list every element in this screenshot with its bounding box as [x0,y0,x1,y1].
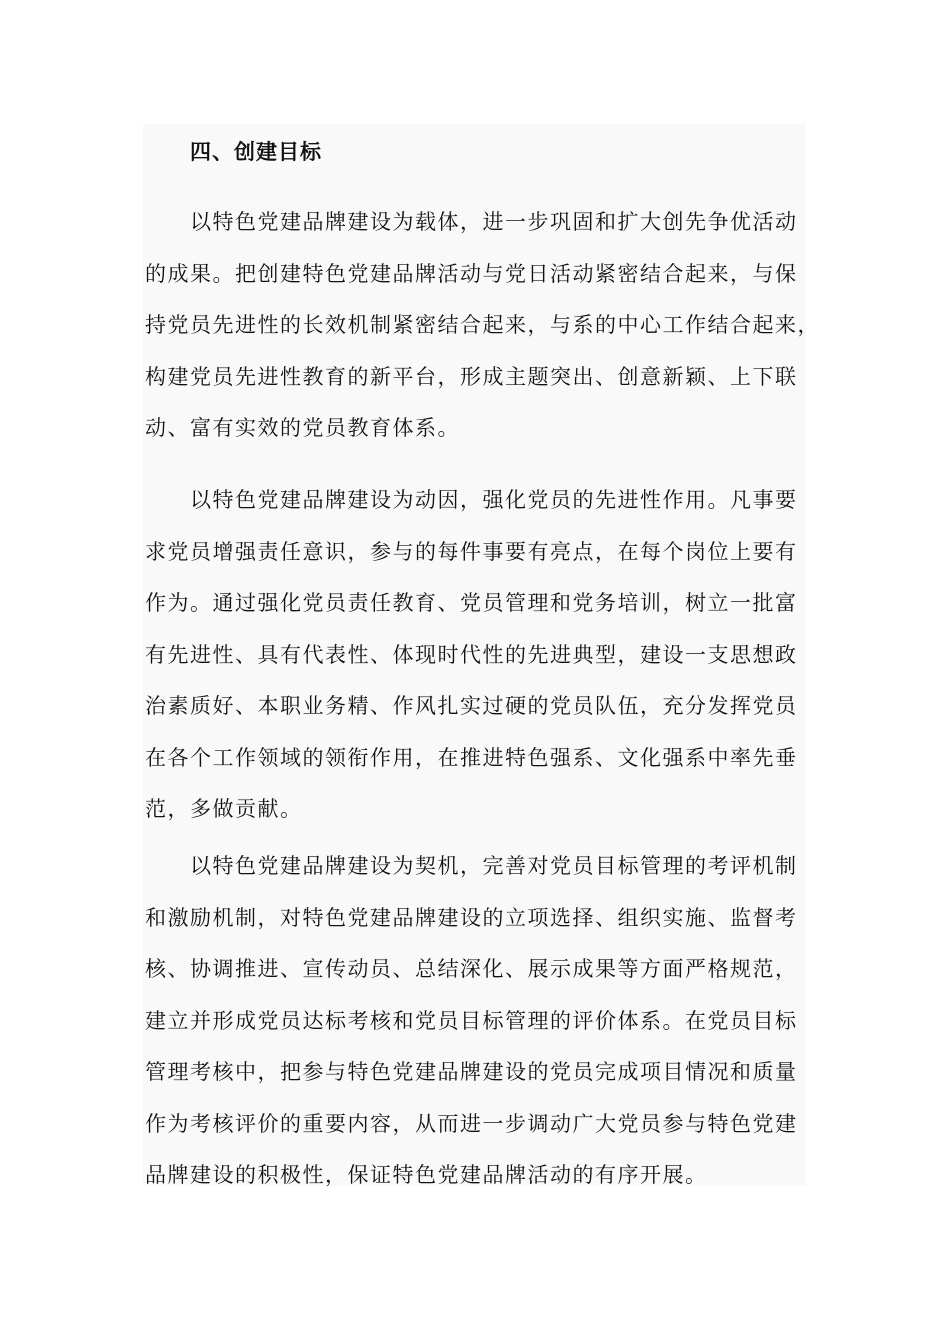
paragraph-line: 持党员先进性的长效机制紧密结合起来，与系的中心工作结合起来， [145,313,820,337]
paragraph-line: 品牌建设的积极性，保证特色党建品牌活动的有序开展。 [145,1163,708,1187]
paragraph-2 [145,475,805,836]
paragraph-line: 动、富有实效的党员教育体系。 [145,416,460,440]
paragraph-line: 范，多做贡献。 [145,797,303,821]
paragraph-line: 治素质好、本职业务精、作风扎实过硬的党员队伍，充分发挥党员 [145,694,798,718]
paragraph-line: 作为。通过强化党员责任教育、党员管理和党务培训，树立一批富 [145,591,798,615]
paragraph-3 [145,841,805,1202]
paragraph-line: 管理考核中，把参与特色党建品牌建设的党员完成项目情况和质量 [145,1060,798,1084]
paragraph-line: 的成果。把创建特色党建品牌活动与党日活动紧密结合起来，与保 [145,261,798,286]
paragraph-line: 核、协调推进、宣传动员、总结深化、展示成果等方面严格规范， [145,957,798,981]
section-heading: 四、创建目标 [190,139,322,164]
paragraph-line: 有先进性、具有代表性、体现时代性的先进典型，建设一支思想政 [145,642,798,667]
paragraph-line: 构建党员先进性教育的新平台，形成主题突出、创意新颖、上下联 [145,364,798,389]
paragraph-1 [145,197,820,455]
paragraph-line: 求党员增强责任意识，参与的每件事要有亮点，在每个岗位上要有 [145,539,798,564]
paragraph-line: 作为考核评价的重要内容，从而进一步调动广大党员参与特色党建 [145,1111,798,1136]
paragraph-line: 以特色党建品牌建设为载体，进一步巩固和扩大创先争优活动 [190,210,798,234]
paragraph-line: 以特色党建品牌建设为动因，强化党员的先进性作用。凡事要 [190,488,798,512]
paragraph-line: 建立并形成党员达标考核和党员目标管理的评价体系。在党员目标 [145,1008,798,1033]
paragraph-line: 和激励机制，对特色党建品牌建设的立项选择、组织实施、监督考 [145,905,798,930]
paragraph-line: 在各个工作领域的领衔作用，在推进特色强系、文化强系中率先垂 [145,745,798,770]
paragraph-line: 以特色党建品牌建设为契机，完善对党员目标管理的考评机制 [190,854,798,878]
